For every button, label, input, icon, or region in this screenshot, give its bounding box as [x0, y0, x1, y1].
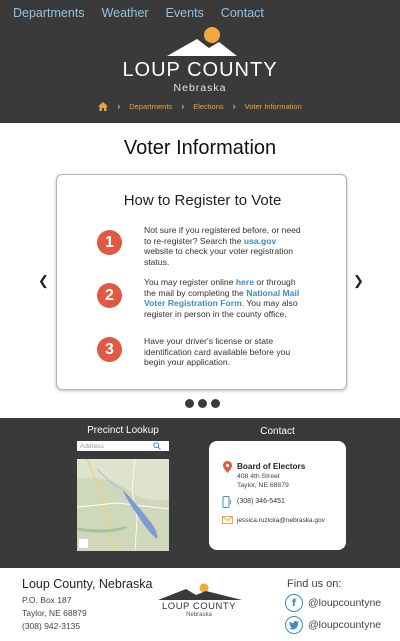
mountain-sun-logo-icon — [156, 583, 244, 601]
footer-logo-county: LOUP COUNTY — [162, 601, 236, 612]
precinct-map[interactable] — [77, 459, 169, 551]
contact-email[interactable]: jessica.ruzicka@nebraska.gov — [237, 517, 325, 524]
breadcrumb-voter-information[interactable]: Voter Information — [244, 101, 302, 111]
facebook-link[interactable] — [285, 594, 381, 612]
national-mail-form-link[interactable]: National Mail Voter Registration Form — [144, 287, 300, 308]
twitter-icon — [285, 616, 303, 634]
carousel-dot[interactable] — [185, 399, 194, 408]
step-number: 3 — [97, 337, 122, 362]
nav-events[interactable]: Events — [165, 6, 204, 20]
step-text-part: or through the mail by completing the — [144, 277, 296, 298]
mail-icon — [222, 516, 233, 524]
facebook-handle: @loupcountyne — [308, 597, 382, 609]
footer-city: Taylor, NE 68879 — [22, 608, 87, 618]
step-number: 1 — [97, 230, 122, 255]
step-text-part: . You may also register in person in the county office. — [144, 298, 298, 319]
footer-logo-state: Nebraska — [186, 612, 212, 618]
step-3 — [97, 336, 291, 367]
chevron-right-icon: › — [232, 101, 236, 111]
footer-phone: (308) 942-3135 — [22, 621, 81, 631]
contact-card — [209, 441, 346, 550]
contact-city: Taylor, NE 68879 — [237, 482, 289, 489]
mountain-sun-logo-icon[interactable] — [167, 26, 237, 58]
step-text-part: Have your driver's license or state identification card available before you begin your application. — [144, 336, 291, 367]
page-title: Voter Information — [123, 137, 277, 159]
step-2 — [97, 277, 300, 319]
county-name: LOUP COUNTY — [122, 59, 278, 81]
step-text — [144, 225, 304, 267]
step-text-part: Not sure if you registered before, or need to re-register? Search the — [144, 225, 301, 246]
usa-gov-link[interactable]: usa.gov — [243, 235, 277, 246]
step-1 — [97, 225, 301, 267]
step-text — [144, 336, 304, 368]
twitter-link[interactable] — [285, 616, 381, 634]
search-icon[interactable] — [153, 442, 161, 450]
nav-departments[interactable]: Departments — [13, 6, 85, 20]
chevron-right-icon: › — [117, 101, 121, 111]
footer-po-box: P.O. Box 187 — [22, 595, 72, 605]
site-header — [0, 0, 400, 123]
breadcrumb-departments[interactable]: Departments — [129, 101, 173, 111]
twitter-handle: @loupcountyne — [308, 619, 382, 631]
contact-phone[interactable]: (308) 346-5451 — [237, 498, 285, 505]
state-name: Nebraska — [173, 82, 227, 94]
breadcrumb — [0, 101, 400, 111]
contact-org: Board of Electors — [237, 462, 306, 471]
register-online-link[interactable]: here — [235, 277, 255, 287]
step-text-part: website to check your voter registration status. — [144, 246, 294, 267]
contact-street: 408 4th Street — [237, 473, 280, 480]
top-nav — [13, 6, 264, 20]
step-number: 2 — [97, 283, 122, 308]
contact-title: Contact — [260, 426, 295, 437]
facebook-icon: f — [285, 594, 303, 612]
location-pin-icon — [223, 461, 232, 473]
chevron-right-icon[interactable]: ❯ — [353, 273, 364, 288]
nav-weather[interactable]: Weather — [101, 6, 149, 20]
footer-name: Loup County, Nebraska — [22, 577, 153, 591]
card-title: How to Register to Vote — [123, 192, 282, 209]
precinct-lookup-title: Precinct Lookup — [87, 425, 159, 436]
step-text-part: You may register online — [144, 277, 236, 287]
breadcrumb-elections[interactable]: Elections — [193, 101, 224, 111]
step-text — [144, 277, 304, 319]
carousel-dots — [185, 399, 220, 408]
chevron-right-icon: › — [181, 101, 185, 111]
nav-contact[interactable]: Contact — [220, 6, 264, 20]
home-icon[interactable] — [98, 102, 108, 111]
carousel-dot[interactable] — [211, 399, 220, 408]
register-card — [56, 174, 347, 390]
carousel-dot[interactable] — [198, 399, 207, 408]
phone-icon — [222, 496, 232, 508]
chevron-left-icon[interactable]: ❮ — [38, 273, 49, 288]
find-us-label: Find us on: — [287, 578, 342, 590]
